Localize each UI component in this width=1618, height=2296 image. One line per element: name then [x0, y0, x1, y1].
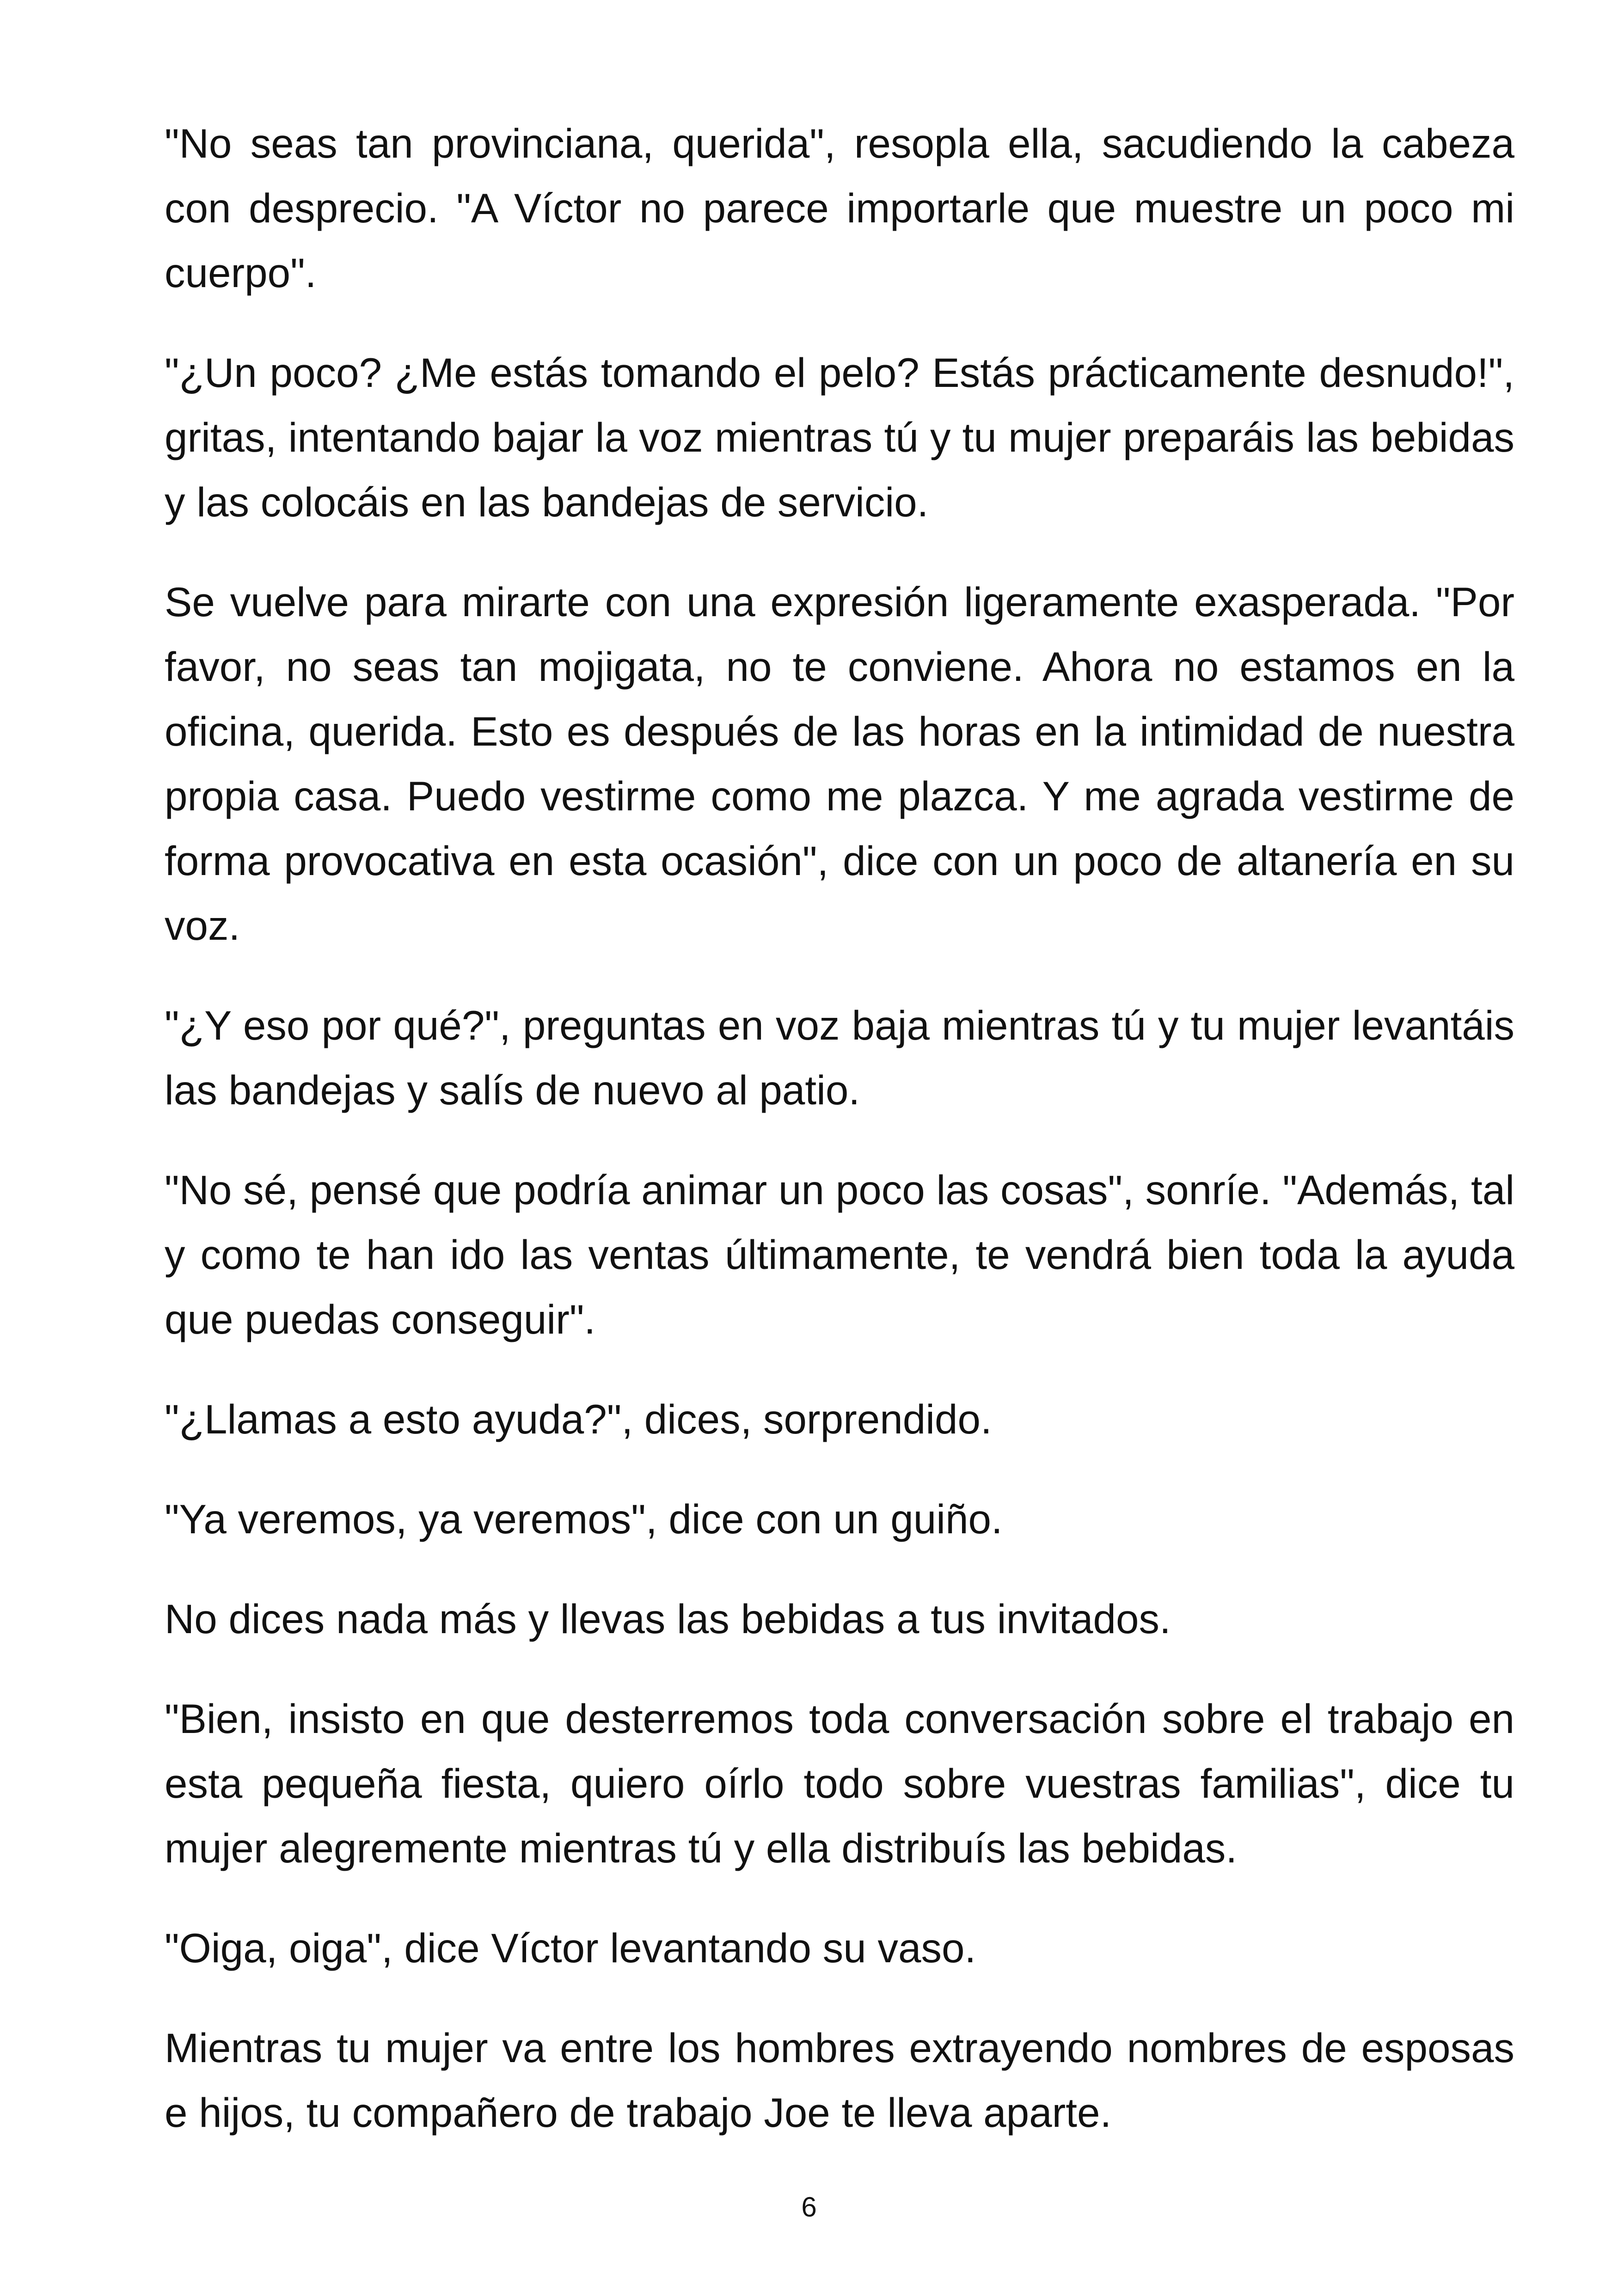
page-number: 6	[801, 2192, 817, 2223]
paragraph: "Ya veremos, ya veremos", dice con un guiño.	[165, 1496, 1003, 1542]
paragraph: Se vuelve para mirarte con una expresión ligeramente exasperada. "Por favor, no seas tan mojigata, no te conviene. Ahora no estamos en la oficina, querida. Esto es después de las horas en la intimidad de nuestra propia casa. Puedo vestirme como me plazca. Y me agrada vestirme de forma provocativa en esta ocasión", dice con un poco de altanería en su voz.	[165, 579, 1514, 949]
paragraph: No dices nada más y llevas las bebidas a tus invitados.	[165, 1596, 1171, 1642]
document-body	[165, 111, 1514, 2145]
paragraph: "Oiga, oiga", dice Víctor levantando su vaso.	[165, 1925, 976, 1971]
paragraph: "Bien, insisto en que desterremos toda conversación sobre el trabajo en esta pequeña fiesta, quiero oírlo todo sobre vuestras familias", dice tu mujer alegremente mientras tú y ella distribuís las bebidas.	[165, 1696, 1514, 1871]
paragraph: "¿Un poco? ¿Me estás tomando el pelo? Estás prácticamente desnudo!", gritas, intentando bajar la voz mientras tú y tu mujer preparáis las bebidas y las colocáis en las bandejas de servicio.	[165, 349, 1514, 525]
paragraph: "¿Llamas a esto ayuda?", dices, sorprendido.	[165, 1396, 992, 1442]
paragraph: "¿Y eso por qué?", preguntas en voz baja mientras tú y tu mujer levantáis las bandejas y salís de nuevo al patio.	[165, 1002, 1514, 1113]
paragraph: "No seas tan provinciana, querida", resopla ella, sacudiendo la cabeza con desprecio. "A Víctor no parece importarle que muestre un poco mi cuerpo".	[165, 120, 1514, 296]
paragraph: "No sé, pensé que podría animar un poco las cosas", sonríe. "Además, tal y como te han ido las ventas últimamente, te vendrá bien toda la ayuda que puedas conseguir".	[165, 1167, 1514, 1342]
paragraph: Mientras tu mujer va entre los hombres extrayendo nombres de esposas e hijos, tu compañero de trabajo Joe te lleva aparte.	[165, 2025, 1514, 2136]
